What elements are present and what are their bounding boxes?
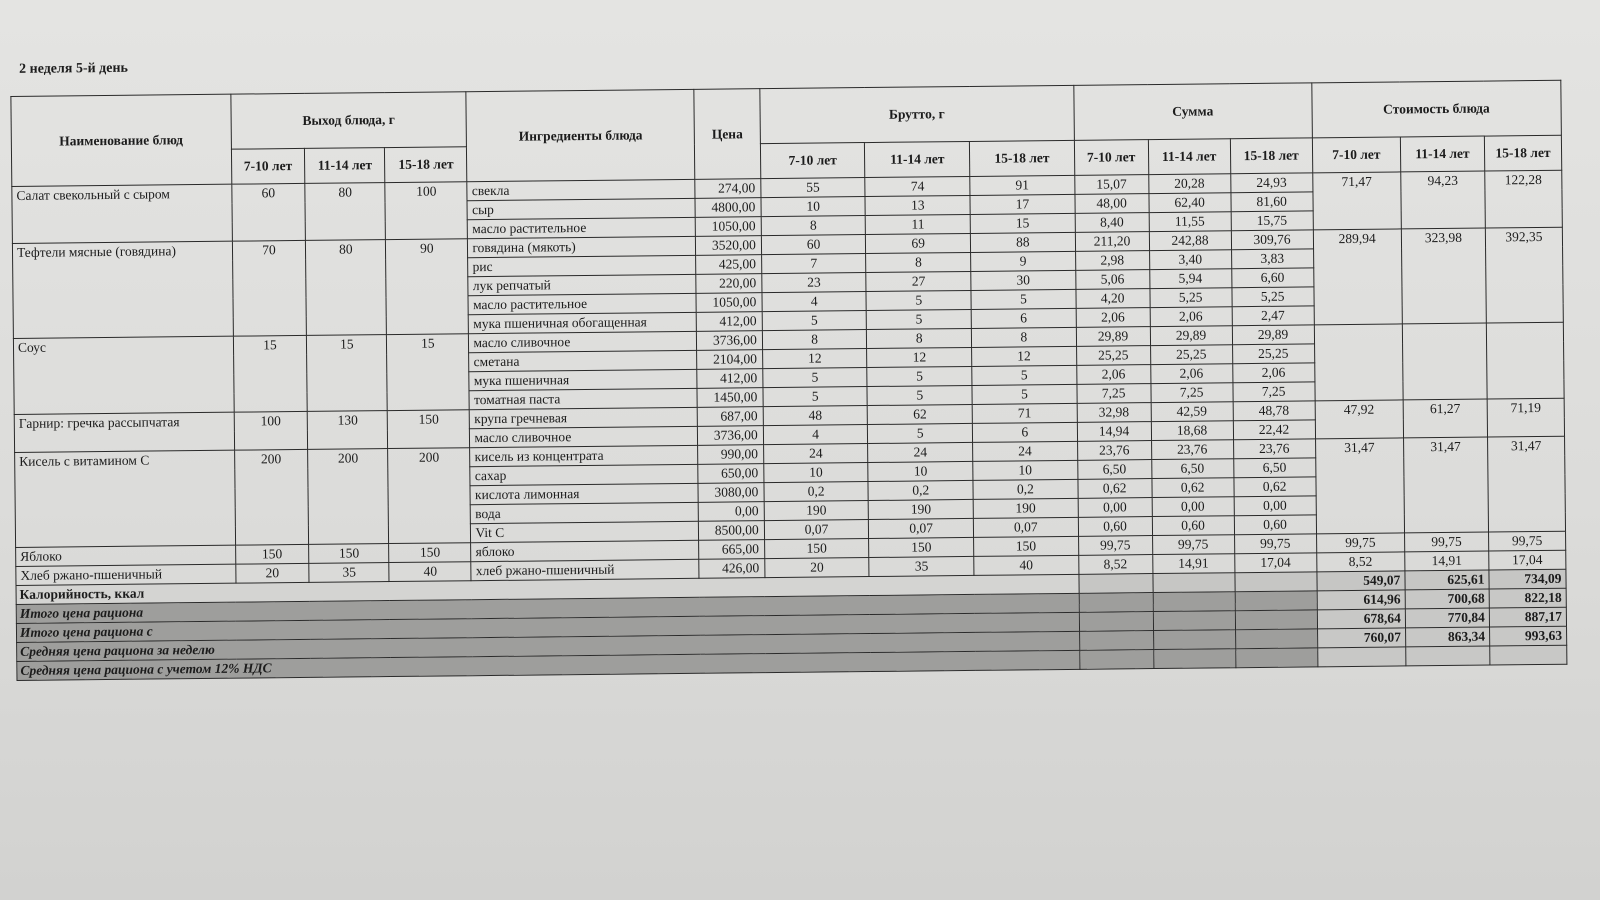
brutto-value: 23 bbox=[762, 273, 867, 293]
brutto-value: 48 bbox=[763, 406, 868, 426]
brutto-value: 190 bbox=[973, 498, 1078, 518]
dish-cost: 71,47 bbox=[1312, 172, 1401, 230]
brutto-value: 88 bbox=[970, 232, 1075, 252]
totals-label: Итого цена рациона bbox=[16, 593, 1079, 623]
totals-blank-cell bbox=[1235, 610, 1317, 630]
dish-output: 40 bbox=[389, 562, 471, 582]
sum-value: 6,50 bbox=[1151, 459, 1233, 479]
sum-value: 3,40 bbox=[1149, 250, 1231, 270]
brutto-value: 10 bbox=[973, 460, 1078, 480]
header-age: 7-10 лет bbox=[1074, 140, 1148, 176]
brutto-value: 5 bbox=[866, 290, 971, 310]
dish-output: 150 bbox=[235, 544, 309, 564]
sum-value: 6,60 bbox=[1231, 268, 1313, 288]
brutto-value: 6 bbox=[972, 422, 1077, 442]
dish-output: 35 bbox=[309, 563, 389, 583]
sum-value: 3,83 bbox=[1231, 249, 1313, 269]
ingredient-name: масло растительное bbox=[468, 293, 696, 314]
sum-value: 42,59 bbox=[1151, 402, 1233, 422]
totals-blank-cell bbox=[1079, 612, 1153, 632]
totals-value bbox=[1317, 647, 1405, 667]
sum-value: 2,06 bbox=[1076, 365, 1150, 385]
brutto-value: 12 bbox=[867, 347, 972, 367]
ingredient-name: масло растительное bbox=[468, 217, 696, 238]
sum-value: 2,47 bbox=[1232, 306, 1314, 326]
brutto-value: 150 bbox=[869, 537, 974, 557]
totals-blank-cell bbox=[1079, 650, 1153, 670]
dish-cost: 392,35 bbox=[1485, 227, 1563, 323]
sum-value: 20,28 bbox=[1148, 174, 1230, 194]
dish-cost: 99,75 bbox=[1404, 532, 1488, 552]
brutto-value: 40 bbox=[974, 555, 1079, 575]
ingredient-price: 4800,00 bbox=[695, 198, 761, 218]
ingredient-name: мука пшеничная bbox=[469, 369, 697, 390]
page-title: 2 неделя 5-й день bbox=[19, 60, 128, 77]
dish-cost: 31,47 bbox=[1403, 437, 1488, 533]
brutto-value: 8 bbox=[762, 330, 867, 350]
sum-value: 81,60 bbox=[1231, 192, 1313, 212]
dish-output: 70 bbox=[232, 240, 307, 336]
brutto-value: 11 bbox=[866, 214, 971, 234]
totals-value: 614,96 bbox=[1317, 590, 1405, 610]
totals-value: 863,34 bbox=[1405, 627, 1489, 647]
sum-value: 7,25 bbox=[1150, 383, 1232, 403]
sum-value: 0,60 bbox=[1078, 517, 1152, 537]
ingredient-price: 3736,00 bbox=[697, 331, 763, 351]
sum-value: 8,52 bbox=[1078, 555, 1152, 575]
totals-blank-cell bbox=[1153, 592, 1235, 612]
brutto-value: 8 bbox=[866, 252, 971, 272]
ingredient-price: 3080,00 bbox=[698, 483, 764, 503]
ingredient-name: масло сливочное bbox=[470, 426, 698, 447]
brutto-value: 7 bbox=[761, 254, 866, 274]
brutto-value: 190 bbox=[764, 501, 869, 521]
sum-value: 309,76 bbox=[1231, 230, 1313, 250]
brutto-value: 69 bbox=[866, 233, 971, 253]
brutto-value: 9 bbox=[971, 251, 1076, 271]
sum-value: 0,00 bbox=[1234, 496, 1316, 516]
header-age: 15-18 лет bbox=[385, 147, 467, 183]
dish-output: 100 bbox=[234, 411, 308, 450]
sum-value: 5,25 bbox=[1149, 288, 1231, 308]
sum-value: 14,94 bbox=[1077, 422, 1151, 442]
header-age: 11-14 лет bbox=[1400, 136, 1484, 172]
brutto-value: 15 bbox=[970, 213, 1075, 233]
dish-cost: 47,92 bbox=[1315, 400, 1404, 439]
sum-value: 4,20 bbox=[1076, 289, 1150, 309]
ingredient-name: кисель из концентрата bbox=[470, 445, 698, 466]
totals-blank-cell bbox=[1235, 591, 1317, 611]
header-price: Цена bbox=[694, 89, 761, 180]
brutto-value: 5 bbox=[972, 384, 1077, 404]
totals-value: 549,07 bbox=[1317, 571, 1405, 591]
ingredient-name: сыр bbox=[467, 198, 695, 219]
sum-value: 25,25 bbox=[1232, 344, 1314, 364]
header-age: 11-14 лет bbox=[865, 141, 970, 177]
brutto-value: 24 bbox=[973, 441, 1078, 461]
ingredient-price: 650,00 bbox=[698, 464, 764, 484]
totals-blank-cell bbox=[1079, 631, 1153, 651]
brutto-value: 10 bbox=[761, 197, 866, 217]
brutto-value: 5 bbox=[972, 365, 1077, 385]
ingredient-name: Vit C bbox=[471, 521, 699, 542]
ingredient-name: вода bbox=[471, 502, 699, 523]
sum-value: 242,88 bbox=[1149, 231, 1231, 251]
brutto-value: 60 bbox=[761, 235, 866, 255]
sum-value: 23,76 bbox=[1151, 440, 1233, 460]
totals-value: 822,18 bbox=[1489, 588, 1566, 608]
totals-blank-cell bbox=[1153, 611, 1235, 631]
menu-cost-table bbox=[10, 80, 1567, 681]
sum-value: 0,60 bbox=[1234, 515, 1316, 535]
brutto-value: 5 bbox=[867, 309, 972, 329]
dish-output: 130 bbox=[308, 411, 388, 450]
brutto-value: 5 bbox=[867, 366, 972, 386]
sum-value: 48,78 bbox=[1233, 401, 1315, 421]
totals-body bbox=[16, 569, 1567, 680]
sum-value: 0,62 bbox=[1234, 477, 1316, 497]
sum-value: 11,55 bbox=[1149, 212, 1231, 232]
header-age: 7-10 лет bbox=[1312, 137, 1401, 173]
dish-cost: 31,47 bbox=[1487, 436, 1565, 532]
header-age: 7-10 лет bbox=[760, 143, 865, 179]
sum-value: 7,25 bbox=[1077, 384, 1151, 404]
ingredient-name: яблоко bbox=[471, 540, 699, 561]
sum-value: 15,07 bbox=[1074, 175, 1148, 195]
brutto-value: 190 bbox=[869, 499, 974, 519]
totals-blank-cell bbox=[1235, 648, 1317, 668]
sum-value: 22,42 bbox=[1233, 420, 1315, 440]
sum-value: 0,62 bbox=[1078, 479, 1152, 499]
totals-value: 625,61 bbox=[1405, 570, 1489, 590]
brutto-value: 5 bbox=[762, 311, 867, 331]
header-age: 11-14 лет bbox=[1148, 139, 1230, 175]
ingredient-price: 687,00 bbox=[697, 407, 763, 427]
sum-value: 32,98 bbox=[1077, 403, 1151, 423]
ingredient-price: 3520,00 bbox=[696, 236, 762, 256]
header-cost: Стоимость блюда bbox=[1311, 80, 1561, 138]
dish-output: 80 bbox=[305, 183, 386, 241]
totals-label: Итого цена рациона с bbox=[16, 612, 1079, 642]
header-name: Наименование блюд bbox=[11, 94, 231, 186]
header-age: 7-10 лет bbox=[231, 148, 305, 184]
dish-name: Тефтели мясные (говядина) bbox=[12, 241, 232, 338]
sum-value: 29,89 bbox=[1076, 327, 1150, 347]
totals-value: 678,64 bbox=[1317, 609, 1405, 629]
ingredient-name: рис bbox=[468, 255, 696, 276]
dish-cost bbox=[1402, 323, 1487, 400]
sum-value: 29,89 bbox=[1232, 325, 1314, 345]
dish-output: 150 bbox=[389, 543, 471, 563]
table-body bbox=[12, 170, 1566, 585]
dish-cost: 99,75 bbox=[1316, 533, 1404, 553]
ingredient-price: 220,00 bbox=[696, 274, 762, 294]
brutto-value: 0,07 bbox=[973, 517, 1078, 537]
dish-cost: 31,47 bbox=[1315, 438, 1404, 534]
ingredient-price: 1450,00 bbox=[697, 388, 763, 408]
ingredient-name: лук репчатый bbox=[468, 274, 696, 295]
dish-cost: 289,94 bbox=[1313, 229, 1402, 325]
brutto-value: 30 bbox=[971, 270, 1076, 290]
header-brutto: Брутто, г bbox=[760, 85, 1074, 143]
totals-blank-cell bbox=[1235, 629, 1317, 649]
brutto-value: 17 bbox=[970, 194, 1075, 214]
brutto-value: 0,2 bbox=[973, 479, 1078, 499]
brutto-value: 0,07 bbox=[764, 520, 869, 540]
dish-name: Хлеб ржано-пшеничный bbox=[16, 564, 236, 585]
sum-value: 0,00 bbox=[1078, 498, 1152, 518]
totals-blank-cell bbox=[1153, 649, 1235, 669]
header-age: 11-14 лет bbox=[305, 148, 385, 184]
brutto-value: 5 bbox=[867, 385, 972, 405]
ingredient-name: сахар bbox=[470, 464, 698, 485]
brutto-value: 8 bbox=[761, 216, 866, 236]
dish-output: 200 bbox=[234, 449, 309, 545]
ingredient-name: кислота лимонная bbox=[470, 483, 698, 504]
ingredient-price: 412,00 bbox=[696, 312, 762, 332]
totals-value: 770,84 bbox=[1405, 608, 1489, 628]
ingredient-name: масло сливочное bbox=[469, 331, 697, 352]
dish-cost bbox=[1486, 322, 1564, 399]
header-sum: Сумма bbox=[1074, 83, 1313, 140]
brutto-value: 27 bbox=[866, 271, 971, 291]
totals-value bbox=[1490, 645, 1567, 665]
totals-blank-cell bbox=[1079, 574, 1153, 594]
sum-value: 2,98 bbox=[1075, 251, 1149, 271]
brutto-value: 71 bbox=[972, 403, 1077, 423]
dish-output: 200 bbox=[388, 448, 471, 544]
brutto-value: 24 bbox=[868, 442, 973, 462]
sum-value: 99,75 bbox=[1152, 535, 1234, 555]
totals-blank-cell bbox=[1079, 593, 1153, 613]
brutto-value: 10 bbox=[764, 463, 869, 483]
brutto-value: 150 bbox=[764, 539, 869, 559]
dish-cost: 61,27 bbox=[1403, 399, 1488, 438]
dish-output: 90 bbox=[386, 239, 469, 335]
dish-cost: 323,98 bbox=[1401, 228, 1486, 324]
dish-cost: 94,23 bbox=[1401, 171, 1486, 229]
ingredient-price: 665,00 bbox=[699, 540, 765, 560]
dish-cost: 99,75 bbox=[1488, 531, 1565, 551]
ingredient-name: хлеб ржано-пшеничный bbox=[471, 559, 699, 580]
dish-cost: 122,28 bbox=[1485, 170, 1563, 228]
sum-value: 24,93 bbox=[1230, 173, 1312, 193]
sum-value: 2,06 bbox=[1076, 308, 1150, 328]
dish-name: Яблоко bbox=[16, 545, 236, 566]
document bbox=[10, 44, 1576, 681]
sum-value: 99,75 bbox=[1078, 536, 1152, 556]
sum-value: 7,25 bbox=[1233, 382, 1315, 402]
dish-name: Кисель с витамином С bbox=[15, 450, 235, 547]
brutto-value: 5 bbox=[763, 368, 868, 388]
totals-label: Средняя цена рациона с учетом 12% НДС bbox=[17, 650, 1080, 680]
totals-value bbox=[1406, 646, 1490, 666]
ingredient-price: 426,00 bbox=[699, 559, 765, 579]
dish-cost: 71,19 bbox=[1487, 398, 1564, 437]
brutto-value: 35 bbox=[869, 556, 974, 576]
sum-value: 23,76 bbox=[1233, 439, 1315, 459]
dish-output: 20 bbox=[235, 563, 309, 583]
sum-value: 23,76 bbox=[1077, 441, 1151, 461]
sum-value: 5,25 bbox=[1232, 287, 1314, 307]
ingredient-price: 1050,00 bbox=[696, 293, 762, 313]
brutto-value: 55 bbox=[761, 178, 866, 198]
sum-value: 48,00 bbox=[1075, 194, 1149, 214]
brutto-value: 5 bbox=[868, 423, 973, 443]
brutto-value: 20 bbox=[765, 558, 870, 578]
brutto-value: 6 bbox=[971, 308, 1076, 328]
sum-value: 2,06 bbox=[1150, 364, 1232, 384]
sum-value: 8,40 bbox=[1075, 213, 1149, 233]
ingredient-price: 3736,00 bbox=[698, 426, 764, 446]
ingredient-price: 0,00 bbox=[698, 502, 764, 522]
totals-blank-cell bbox=[1235, 572, 1317, 592]
dish-cost: 17,04 bbox=[1489, 550, 1566, 570]
sum-value: 14,91 bbox=[1152, 554, 1234, 574]
sum-value: 29,89 bbox=[1150, 326, 1232, 346]
brutto-value: 24 bbox=[763, 444, 868, 464]
brutto-value: 0,2 bbox=[868, 480, 973, 500]
dish-name: Гарнир: гречка рассыпчатая bbox=[14, 412, 234, 452]
sum-value: 25,25 bbox=[1076, 346, 1150, 366]
brutto-value: 4 bbox=[763, 425, 868, 445]
sum-value: 99,75 bbox=[1234, 534, 1316, 554]
totals-value: 887,17 bbox=[1489, 607, 1566, 627]
brutto-value: 5 bbox=[763, 387, 868, 407]
header-ingredients: Ингредиенты блюда bbox=[466, 89, 695, 181]
brutto-value: 8 bbox=[867, 328, 972, 348]
sum-value: 62,40 bbox=[1148, 193, 1230, 213]
dish-cost: 8,52 bbox=[1316, 552, 1404, 572]
ingredient-price: 412,00 bbox=[697, 369, 763, 389]
dish-output: 100 bbox=[385, 182, 468, 240]
totals-blank-cell bbox=[1153, 630, 1235, 650]
dish-cost bbox=[1314, 324, 1403, 401]
totals-value: 734,09 bbox=[1489, 569, 1566, 589]
ingredient-name: говядина (мякоть) bbox=[468, 236, 696, 257]
dish-output: 15 bbox=[307, 335, 388, 412]
sum-value: 5,06 bbox=[1075, 270, 1149, 290]
ingredient-name: томатная паста bbox=[469, 388, 697, 409]
brutto-value: 12 bbox=[972, 346, 1077, 366]
sum-value: 17,04 bbox=[1234, 553, 1316, 573]
brutto-value: 150 bbox=[974, 536, 1079, 556]
dish-output: 15 bbox=[387, 334, 470, 411]
dish-output: 60 bbox=[231, 183, 305, 241]
header-age: 15-18 лет bbox=[1484, 135, 1561, 171]
ingredient-name: мука пшеничная обогащенная bbox=[469, 312, 697, 333]
header-output: Выход блюда, г bbox=[230, 92, 466, 149]
dish-name: Соус bbox=[13, 336, 233, 414]
sum-value: 2,06 bbox=[1232, 363, 1314, 383]
totals-blank-cell bbox=[1152, 573, 1234, 593]
dish-output: 80 bbox=[306, 240, 387, 336]
ingredient-name: сметана bbox=[469, 350, 697, 371]
dish-output: 150 bbox=[309, 544, 389, 564]
header-age: 15-18 лет bbox=[1230, 138, 1312, 174]
brutto-value: 62 bbox=[868, 404, 973, 424]
totals-label: Калорийность, ккал bbox=[16, 574, 1079, 604]
sum-value: 0,62 bbox=[1151, 478, 1233, 498]
brutto-value: 0,07 bbox=[869, 518, 974, 538]
ingredient-price: 425,00 bbox=[696, 255, 762, 275]
brutto-value: 8 bbox=[971, 327, 1076, 347]
brutto-value: 12 bbox=[762, 349, 867, 369]
ingredient-price: 990,00 bbox=[698, 445, 764, 465]
dish-output: 15 bbox=[233, 335, 308, 412]
sum-value: 15,75 bbox=[1231, 211, 1313, 231]
brutto-value: 91 bbox=[970, 175, 1075, 195]
totals-value: 993,63 bbox=[1489, 626, 1566, 646]
brutto-value: 74 bbox=[865, 176, 970, 196]
sum-value: 2,06 bbox=[1150, 307, 1232, 327]
ingredient-price: 2104,00 bbox=[697, 350, 763, 370]
totals-label: Средняя цена рациона за неделю bbox=[17, 631, 1080, 661]
sum-value: 0,00 bbox=[1152, 497, 1234, 517]
sum-value: 0,60 bbox=[1152, 516, 1234, 536]
totals-value: 760,07 bbox=[1317, 628, 1405, 648]
sum-value: 6,50 bbox=[1077, 460, 1151, 480]
sum-value: 5,94 bbox=[1149, 269, 1231, 289]
ingredient-name: крупа гречневая bbox=[470, 407, 698, 428]
dish-output: 150 bbox=[388, 410, 470, 449]
brutto-value: 5 bbox=[971, 289, 1076, 309]
dish-cost: 14,91 bbox=[1405, 551, 1489, 571]
ingredient-price: 8500,00 bbox=[699, 521, 765, 541]
ingredient-price: 274,00 bbox=[695, 179, 761, 199]
ingredient-name: свекла bbox=[467, 179, 695, 200]
sum-value: 6,50 bbox=[1233, 458, 1315, 478]
brutto-value: 0,2 bbox=[764, 482, 869, 502]
dish-output: 200 bbox=[308, 449, 389, 545]
sum-value: 25,25 bbox=[1150, 345, 1232, 365]
totals-value: 700,68 bbox=[1405, 589, 1489, 609]
brutto-value: 10 bbox=[868, 461, 973, 481]
header-age: 15-18 лет bbox=[969, 140, 1074, 176]
dish-name: Салат свекольный с сыром bbox=[12, 184, 232, 243]
sum-value: 18,68 bbox=[1151, 421, 1233, 441]
sum-value: 211,20 bbox=[1075, 232, 1149, 252]
ingredient-price: 1050,00 bbox=[695, 217, 761, 237]
brutto-value: 13 bbox=[865, 195, 970, 215]
brutto-value: 4 bbox=[762, 292, 867, 312]
